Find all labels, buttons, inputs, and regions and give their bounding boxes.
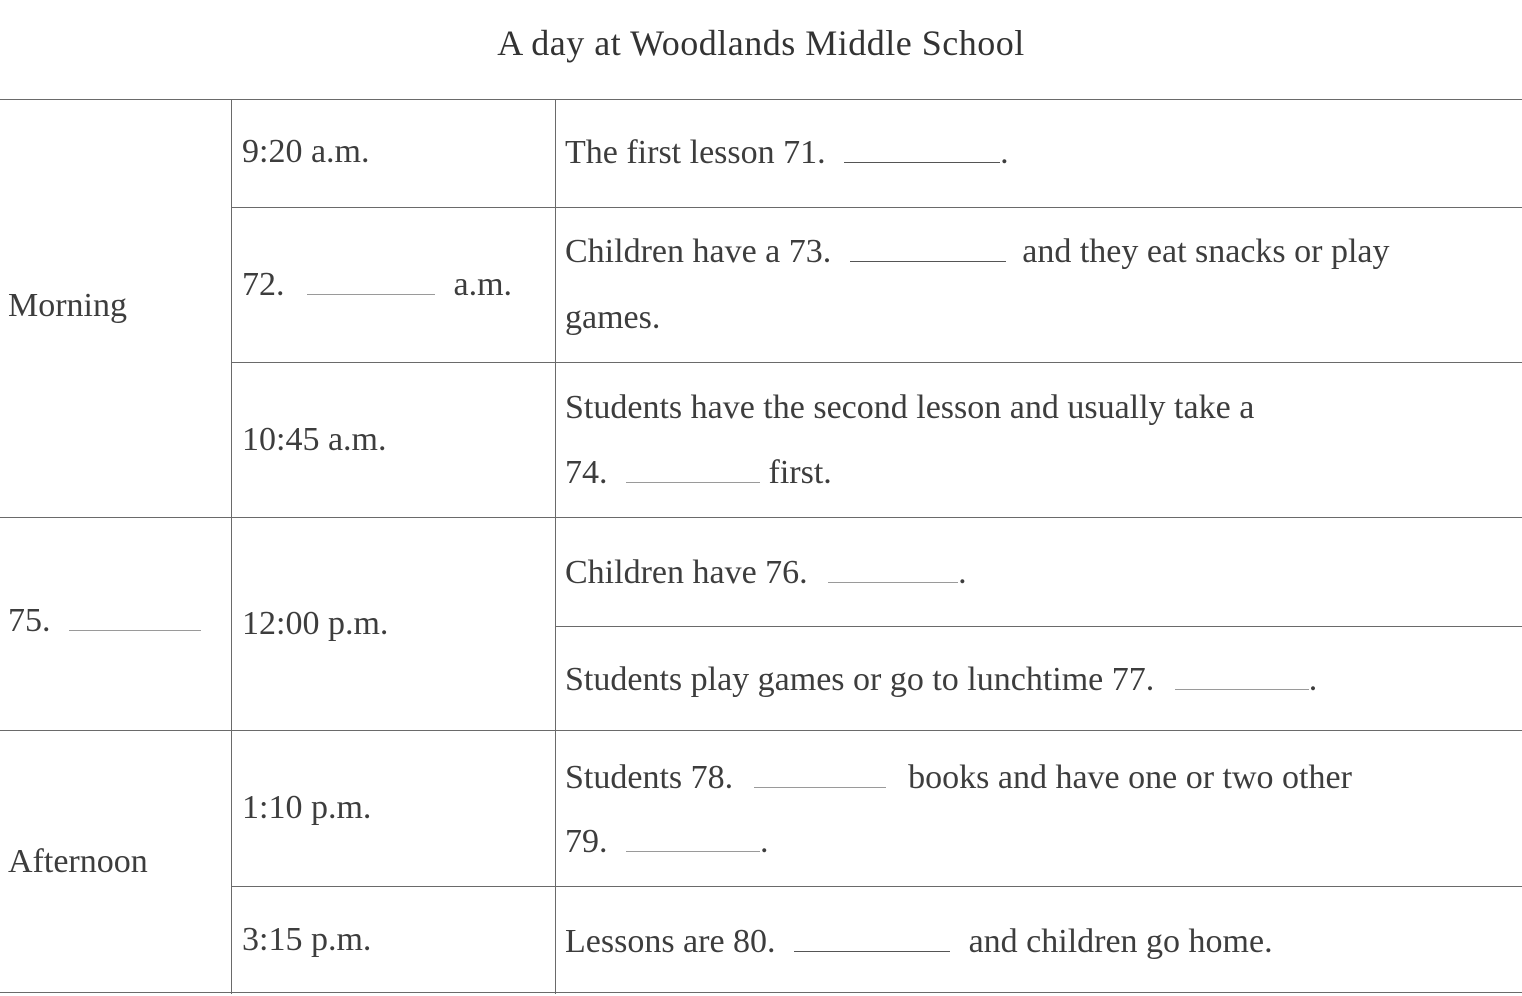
activity-cell bbox=[565, 923, 1273, 961]
activity-cell bbox=[565, 134, 1009, 172]
activity-cell: Students have the second lesson and usually take a bbox=[565, 389, 1255, 426]
answer-blank-77[interactable] bbox=[1175, 688, 1309, 690]
punctuation: . bbox=[958, 554, 967, 591]
section-divider bbox=[0, 517, 1522, 518]
period-noon bbox=[8, 602, 201, 640]
answer-blank-71[interactable] bbox=[844, 161, 1000, 163]
activity-cell bbox=[565, 823, 769, 861]
time-cell: 1:10 p.m. bbox=[242, 789, 372, 826]
activity-text: Children have a 73. bbox=[565, 233, 832, 270]
row-divider bbox=[231, 886, 1522, 887]
time-cell: 10:45 a.m. bbox=[242, 421, 387, 458]
blank-number-72: 72. bbox=[242, 266, 285, 303]
column-divider bbox=[231, 99, 232, 994]
blank-number-79: 79. bbox=[565, 823, 608, 860]
punctuation: . bbox=[760, 823, 769, 860]
period-morning: Morning bbox=[8, 287, 127, 324]
answer-blank-75[interactable] bbox=[69, 629, 201, 631]
time-cell bbox=[242, 266, 512, 304]
answer-blank-80[interactable] bbox=[794, 950, 950, 952]
activity-text: The first lesson 71. bbox=[565, 134, 826, 171]
time-suffix: a.m. bbox=[453, 266, 513, 303]
time-cell: 3:15 p.m. bbox=[242, 921, 372, 958]
page-title: A day at Woodlands Middle School bbox=[497, 23, 1025, 63]
answer-blank-76[interactable] bbox=[828, 581, 958, 583]
activity-text: Lessons are 80. bbox=[565, 923, 776, 960]
schedule-table bbox=[0, 99, 1522, 996]
activity-cell bbox=[565, 554, 967, 592]
answer-blank-78[interactable] bbox=[754, 786, 886, 788]
activity-text: and they eat snacks or play bbox=[1022, 233, 1390, 270]
activity-text: Students 78. bbox=[565, 759, 734, 796]
activity-cell bbox=[565, 233, 1390, 271]
activity-cell bbox=[565, 759, 1352, 797]
table-bottom-border bbox=[0, 992, 1522, 993]
row-divider bbox=[555, 626, 1522, 627]
column-divider bbox=[555, 99, 556, 994]
time-cell: 12:00 p.m. bbox=[242, 605, 389, 642]
punctuation: . bbox=[1308, 661, 1318, 698]
activity-text: Students play games or go to lunchtime 77. bbox=[565, 661, 1155, 698]
activity-text: first. bbox=[768, 454, 832, 491]
activity-cell bbox=[565, 454, 832, 492]
period-afternoon: Afternoon bbox=[8, 843, 148, 880]
answer-blank-79[interactable] bbox=[626, 850, 760, 852]
time-cell: 9:20 a.m. bbox=[242, 133, 370, 170]
row-divider bbox=[231, 362, 1522, 363]
activity-text: and children go home. bbox=[968, 923, 1273, 960]
activity-text: books and have one or two other bbox=[908, 759, 1352, 796]
blank-number-75: 75. bbox=[8, 602, 51, 639]
activity-text: Children have 76. bbox=[565, 554, 808, 591]
answer-blank-73[interactable] bbox=[850, 260, 1006, 262]
activity-cell: games. bbox=[565, 299, 661, 336]
answer-blank-74[interactable] bbox=[626, 481, 760, 483]
punctuation: . bbox=[1000, 134, 1009, 171]
activity-cell bbox=[565, 661, 1317, 699]
answer-blank-72[interactable] bbox=[307, 293, 435, 295]
row-divider bbox=[231, 207, 1522, 208]
section-divider bbox=[0, 730, 1522, 731]
blank-number-74: 74. bbox=[565, 454, 608, 491]
table-top-border bbox=[0, 99, 1522, 100]
